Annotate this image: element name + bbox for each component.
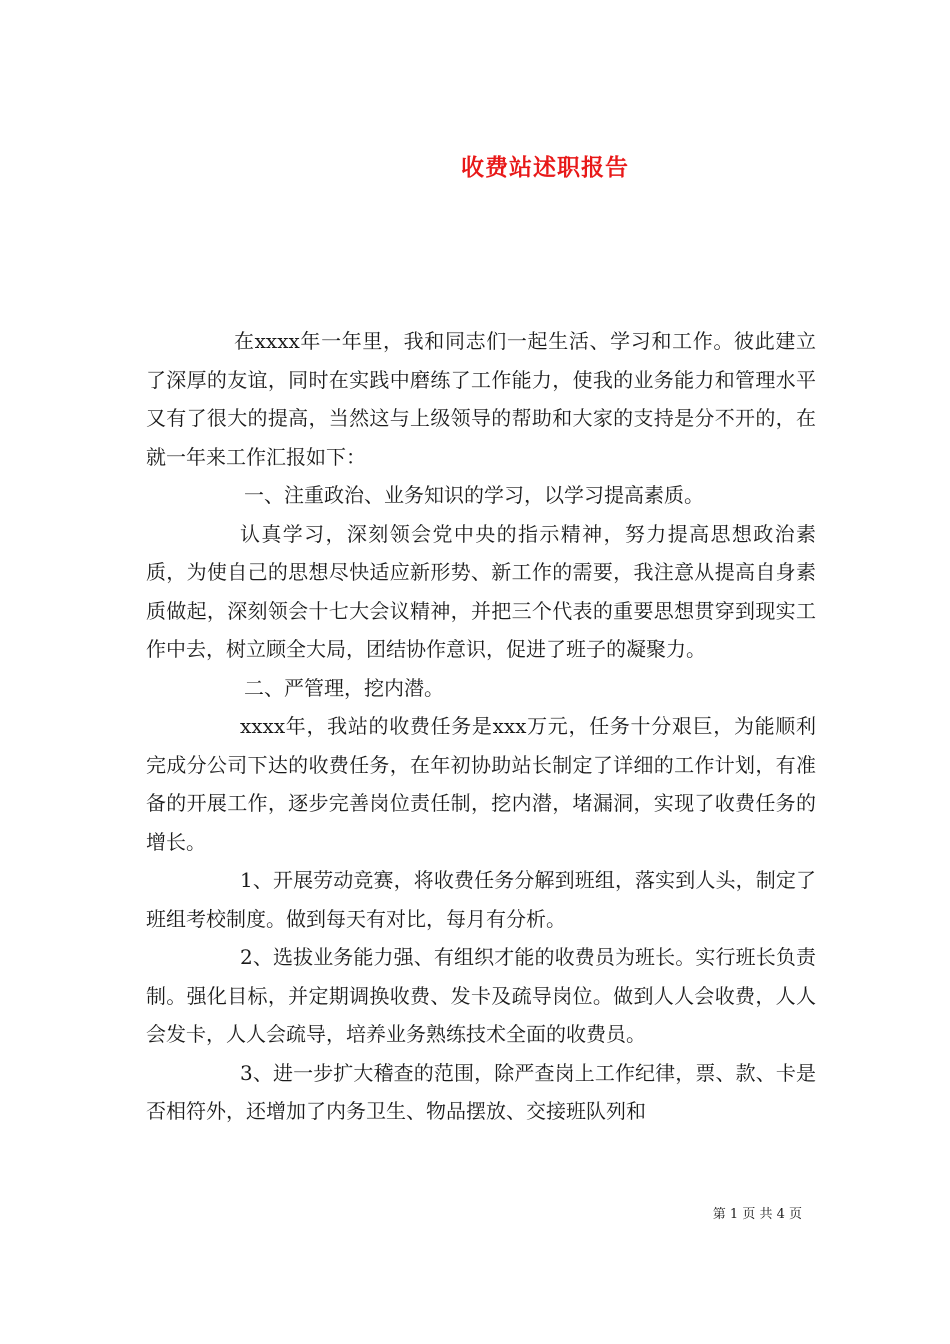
list-item-1: 1、开展劳动竞赛，将收费任务分解到班组，落实到人头，制定了班组考校制度。做到每天有对比，每月有分析。 bbox=[146, 868, 816, 931]
section-heading-1: 一、注重政治、业务知识的学习，以学习提高素质。 bbox=[244, 483, 704, 507]
list-item-3: 3、进一步扩大稽查的范围，除严查岗上工作纪律，票、款、卡是否相符外，还增加了内务卫生、物品摆放、交接班队列和 bbox=[146, 1060, 816, 1123]
page-number: 第 1 页 共 4 页 bbox=[712, 1207, 802, 1222]
paragraph-task: xxxx年，我站的收费任务是xxx万元，任务十分艰巨，为能顺利完成分公司下达的收费任务，在年初协助站长制定了详细的工作计划，有准备的开展工作，逐步完善岗位责任制，挖内潜，堵漏洞，实现了收费任务的增长。 bbox=[146, 714, 816, 854]
paragraph-intro: 在xxxx年一年里，我和同志们一起生活、学习和工作。彼此建立了深厚的友谊，同时在实践中磨练了工作能力，使我的业务能力和管理水平又有了很大的提高，当然这与上级领导的帮助和大家的支持是分不开的，在就一年来工作汇报如下： bbox=[146, 329, 816, 469]
list-item-2: 2、选拔业务能力强、有组织才能的收费员为班长。实行班长负责制。强化目标，并定期调换收费、发卡及疏导岗位。做到人人会收费，人人会发卡，人人会疏导，培养业务熟练技术全面的收费员。 bbox=[146, 945, 816, 1046]
section-heading-2: 二、严管理，挖内潜。 bbox=[244, 675, 444, 700]
paragraph-study: 认真学习，深刻领会党中央的指示精神，努力提高思想政治素质，为使自己的思想尽快适应新形势、新工作的需要，我注意从提高自身素质做起，深刻领会十七大会议精神，并把三个代表的重要思想贯穿到现实工作中去，树立顾全大局，团结协作意识，促进了班子的凝聚力。 bbox=[146, 521, 816, 661]
page-title: 收费站述职报告 bbox=[461, 154, 629, 182]
document-body bbox=[146, 322, 816, 1131]
